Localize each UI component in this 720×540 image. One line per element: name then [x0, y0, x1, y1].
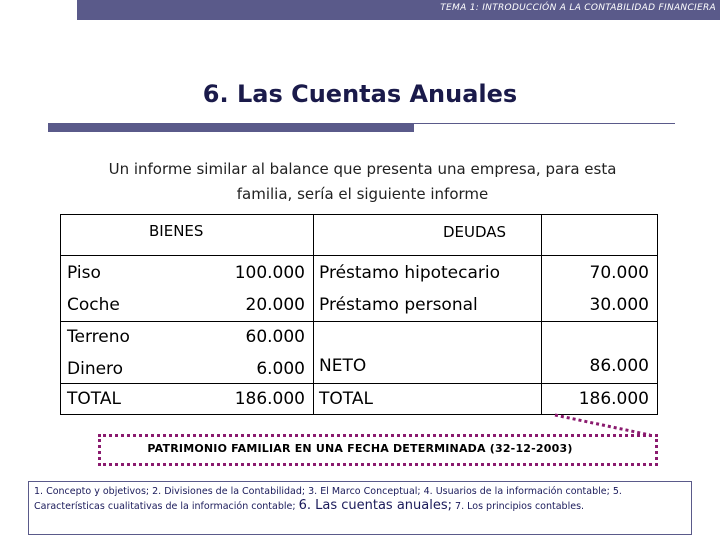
- footer-current-section: 6. Las cuentas anuales;: [298, 498, 453, 513]
- bienes-value-dinero: 6.000: [256, 359, 305, 379]
- footer-index-part1: 1. Concepto y objetivos; 2. Divisiones de la Contabilidad; 3. El Marco Conceptual; 4. Usuarios de la información contable; 5. Características cualitativas de la información contable;: [34, 486, 622, 512]
- bienes-label-terreno: Terreno: [67, 327, 130, 347]
- intro-line-1: Un informe similar al balance que presenta una empresa, para esta: [108, 160, 617, 178]
- deudas-label-neto: NETO: [319, 356, 367, 376]
- footer-index: [28, 481, 692, 535]
- intro-line-2: familia, sería el siguiente informe: [236, 185, 489, 203]
- header-title: TEMA 1: INTRODUCCIÓN A LA CONTABILIDAD FINANCIERA: [440, 3, 716, 13]
- title-rule-thick: [48, 123, 414, 132]
- patrimonio-pointer-line: [555, 415, 650, 435]
- patrimonio-label: PATRIMONIO FAMILIAR EN UNA FECHA DETERMINADA (32-12-2003): [147, 442, 573, 455]
- balance-table: [60, 214, 658, 415]
- table-divider-left: [313, 215, 314, 414]
- header-bar: [77, 0, 720, 20]
- deudas-value-personal: 30.000: [589, 295, 649, 315]
- bienes-label-piso: Piso: [67, 263, 101, 283]
- bienes-value-piso: 100.000: [234, 263, 305, 283]
- bienes-label-total: TOTAL: [67, 389, 121, 409]
- bienes-label-dinero: Dinero: [67, 359, 124, 379]
- bienes-label-coche: Coche: [67, 295, 120, 315]
- deudas-label-personal: Préstamo personal: [319, 295, 478, 315]
- deudas-value-total: 186.000: [578, 389, 649, 409]
- table-rule-mid: [61, 321, 657, 322]
- bienes-value-total: 186.000: [234, 389, 305, 409]
- bienes-value-coche: 20.000: [245, 295, 305, 315]
- deudas-value-hipotecario: 70.000: [589, 263, 649, 283]
- bienes-value-terreno: 60.000: [245, 327, 305, 347]
- page-title: 6. Las Cuentas Anuales: [202, 80, 518, 108]
- deudas-value-neto: 86.000: [589, 356, 649, 376]
- table-divider-right: [541, 215, 542, 414]
- table-rule-total: [61, 383, 657, 384]
- column-header-bienes: BIENES: [149, 222, 204, 240]
- deudas-label-hipotecario: Préstamo hipotecario: [319, 263, 501, 283]
- table-header-rule: [61, 255, 657, 256]
- footer-index-part2: 7. Los principios contables.: [455, 501, 585, 512]
- column-header-deudas: DEUDAS: [443, 223, 507, 241]
- intro-text: [80, 157, 645, 207]
- deudas-label-total: TOTAL: [319, 389, 373, 409]
